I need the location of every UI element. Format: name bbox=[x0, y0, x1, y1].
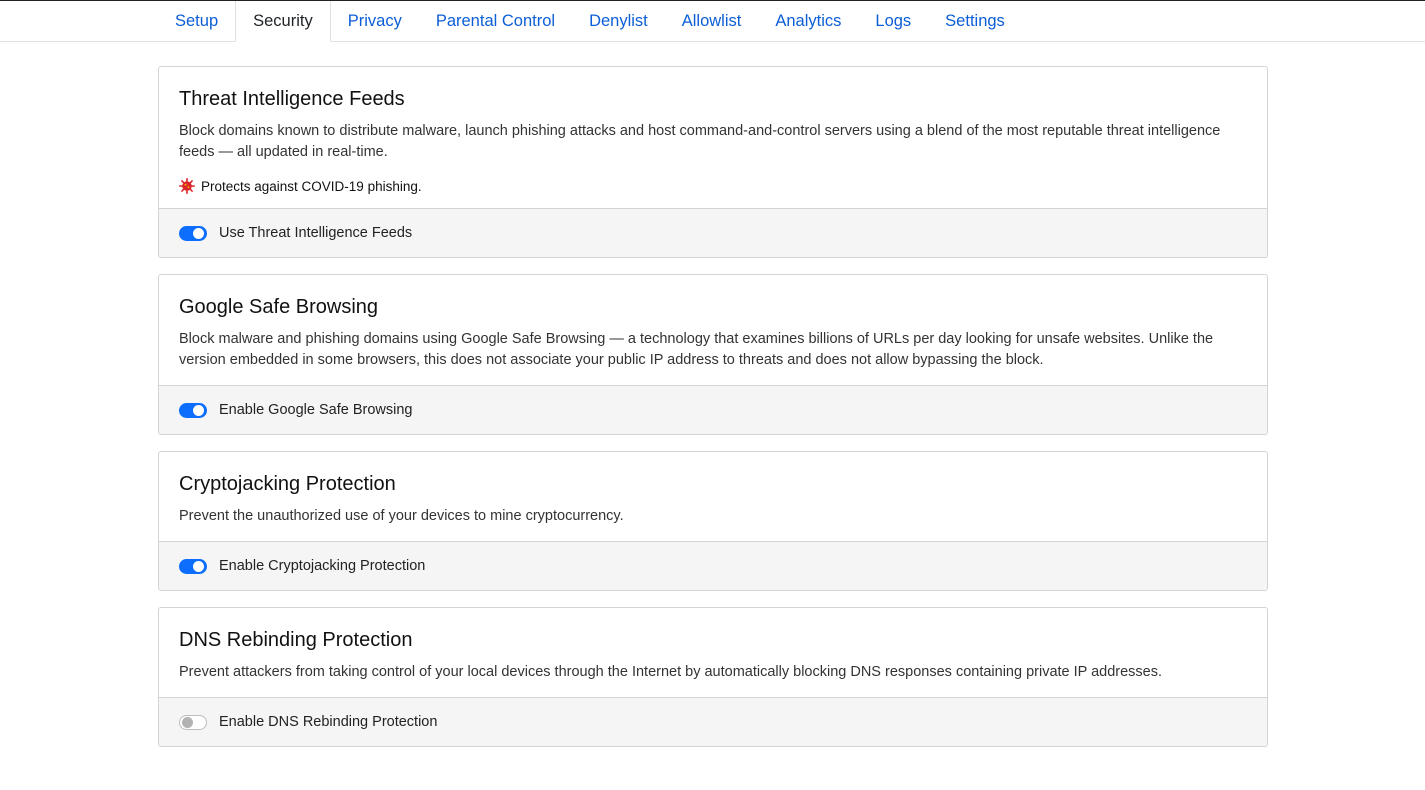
card-footer bbox=[159, 697, 1267, 746]
card-body bbox=[159, 608, 1267, 697]
threat-feeds-toggle[interactable] bbox=[179, 226, 207, 241]
toggle-knob bbox=[193, 228, 204, 239]
card-body bbox=[159, 452, 1267, 541]
tab-parental-control[interactable]: Parental Control bbox=[435, 12, 556, 30]
note-text: Protects against COVID-19 phishing. bbox=[201, 178, 422, 194]
card-description: Block malware and phishing domains using Google Safe Browsing — a technology that examines billions of URLs per day looking for unsafe websites. Unlike the version embedded in some browsers, this does not associate your public IP address to threats and does not allow bypassing the block. bbox=[179, 331, 1214, 368]
tab-privacy[interactable]: Privacy bbox=[347, 12, 402, 30]
tab-security[interactable]: Security bbox=[235, 1, 331, 42]
card-description: Prevent attackers from taking control of your local devices through the Internet by automatically blocking DNS responses containing private IP addresses. bbox=[179, 664, 1163, 680]
card-footer bbox=[159, 385, 1267, 434]
card-body bbox=[159, 275, 1267, 385]
card-description: Block domains known to distribute malware, launch phishing attacks and host command-and-control servers using a blend of the most reputable threat intelligence feeds — all updated in real-time. bbox=[179, 123, 1221, 160]
tab-analytics[interactable]: Analytics bbox=[775, 12, 842, 30]
tab-settings[interactable]: Settings bbox=[945, 12, 1005, 30]
card-description: Prevent the unauthorized use of your devices to mine cryptocurrency. bbox=[179, 508, 624, 524]
tab-setup[interactable]: Setup bbox=[175, 12, 219, 30]
toggle-label[interactable]: Enable Google Safe Browsing bbox=[219, 402, 413, 418]
dns-rebinding-toggle[interactable] bbox=[179, 715, 207, 730]
dns-rebinding-card bbox=[158, 607, 1268, 747]
card-footer bbox=[159, 208, 1267, 257]
card-body bbox=[159, 67, 1267, 208]
cryptojacking-card bbox=[158, 451, 1268, 591]
threat-intelligence-card bbox=[158, 66, 1268, 258]
virus-icon bbox=[179, 178, 195, 194]
tab-logs[interactable]: Logs bbox=[875, 12, 912, 30]
card-title: Google Safe Browsing bbox=[179, 296, 379, 318]
security-settings bbox=[158, 66, 1268, 763]
toggle-label[interactable]: Use Threat Intelligence Feeds bbox=[219, 225, 413, 241]
covid-note bbox=[179, 178, 1247, 194]
google-safe-browsing-card bbox=[158, 274, 1268, 435]
card-title: Threat Intelligence Feeds bbox=[179, 88, 405, 110]
toggle-knob bbox=[193, 405, 204, 416]
tab-denylist[interactable]: Denylist bbox=[589, 12, 648, 30]
cryptojacking-toggle[interactable] bbox=[179, 559, 207, 574]
toggle-label[interactable]: Enable DNS Rebinding Protection bbox=[219, 714, 438, 730]
card-title: DNS Rebinding Protection bbox=[179, 629, 413, 651]
nav-tabs bbox=[158, 1, 1022, 42]
tab-allowlist[interactable]: Allowlist bbox=[681, 12, 742, 30]
card-footer bbox=[159, 541, 1267, 590]
toggle-knob bbox=[193, 561, 204, 572]
top-nav bbox=[0, 1, 1425, 42]
toggle-label[interactable]: Enable Cryptojacking Protection bbox=[219, 558, 426, 574]
card-title: Cryptojacking Protection bbox=[179, 473, 396, 495]
safe-browsing-toggle[interactable] bbox=[179, 403, 207, 418]
toggle-knob bbox=[182, 717, 193, 728]
